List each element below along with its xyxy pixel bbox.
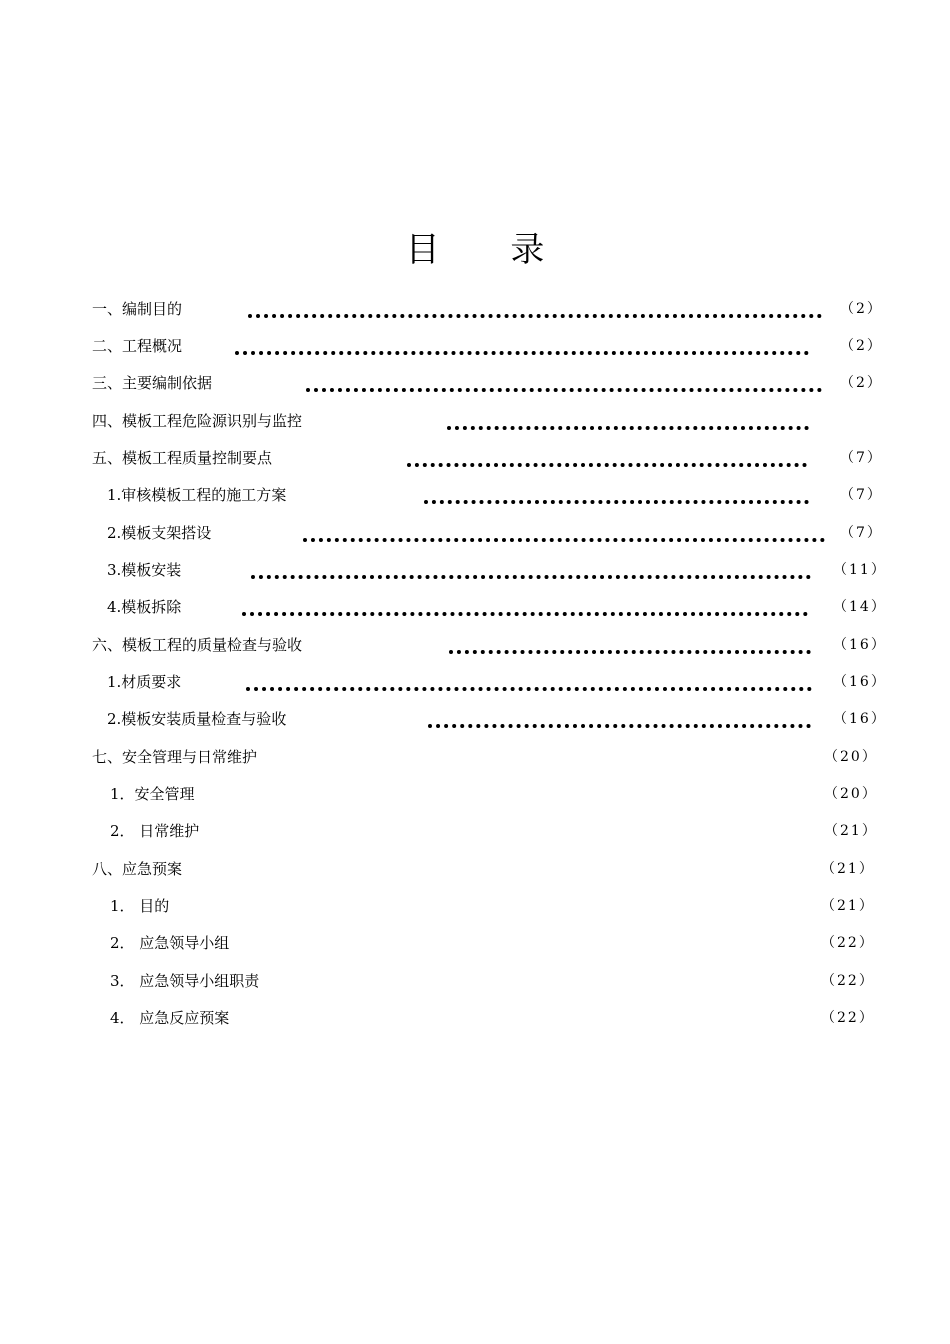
toc-entry-label: 八、应急预案 [92, 860, 183, 878]
toc-page-number: （21） [821, 861, 875, 877]
toc-page-number: （7） [840, 450, 883, 466]
toc-entry [107, 707, 892, 731]
toc-leader-dots [251, 571, 811, 579]
toc-entry [92, 633, 892, 657]
toc-entry [110, 894, 892, 918]
toc-entry-label: 三、主要编制依据 [92, 374, 213, 392]
toc-page-number: （22） [821, 973, 875, 989]
toc-entry-label: 1.材质要求 [107, 673, 182, 691]
toc-entry-label: 2.模板安装质量检查与验收 [107, 710, 287, 728]
toc-entry-label: 1.审核模板工程的施工方案 [107, 486, 287, 504]
toc-entry-label: 2． 应急领导小组 [110, 934, 230, 952]
toc-entry [92, 334, 892, 358]
toc-entry [92, 446, 892, 470]
toc-leader-dots [449, 646, 811, 654]
toc-entry [107, 521, 892, 545]
toc-page-number: （11） [833, 562, 887, 578]
toc-page-number: （22） [821, 1010, 875, 1026]
toc-entry [92, 297, 892, 321]
toc-title: 目 录 [405, 230, 575, 270]
toc-entry [107, 558, 892, 582]
toc-page-number: （16） [833, 711, 887, 727]
toc-page-number: （14） [833, 599, 887, 615]
toc-page-number: （16） [833, 674, 887, 690]
toc-leader-dots [407, 459, 807, 467]
toc-leader-dots [424, 496, 809, 504]
toc-entry-label: 3.模板安装 [107, 561, 182, 579]
toc-entry [110, 969, 892, 993]
toc-entry-label: 4.模板拆除 [107, 598, 182, 616]
toc-entry [107, 483, 892, 507]
toc-entry-label: 二、工程概况 [92, 337, 183, 355]
toc-entry [110, 1006, 892, 1030]
toc-entry-label: 1．安全管理 [110, 785, 195, 803]
toc-leader-dots [246, 683, 812, 691]
toc-entry [92, 857, 892, 881]
toc-leader-dots [235, 347, 809, 355]
toc-entry [110, 819, 892, 843]
toc-page-number: （2） [840, 375, 883, 391]
toc-entry-label: 五、模板工程质量控制要点 [92, 449, 273, 467]
toc-entry-label: 3． 应急领导小组职责 [110, 972, 260, 990]
toc-entry-label: 四、模板工程危险源识别与监控 [92, 412, 303, 430]
toc-page-number: （2） [840, 338, 883, 354]
toc-page-number: （20） [824, 749, 878, 765]
toc-entry-label: 1． 目的 [110, 897, 170, 915]
toc-page-number: （16） [833, 637, 887, 653]
toc-page-number: （7） [840, 525, 883, 541]
toc-leader-dots [242, 608, 808, 616]
toc-entry-label: 2． 日常维护 [110, 822, 200, 840]
toc-page-number: （7） [840, 487, 883, 503]
toc-entry [92, 409, 892, 433]
toc-entry [107, 670, 892, 694]
toc-entry [92, 745, 892, 769]
toc-page-number: （2） [840, 301, 883, 317]
toc-leader-dots [447, 422, 809, 430]
toc-leader-dots [306, 384, 822, 392]
toc-entry-label: 一、编制目的 [92, 300, 183, 318]
toc-page-number: （21） [821, 898, 875, 914]
toc-entry-label: 4． 应急反应预案 [110, 1009, 230, 1027]
toc-page-number: （20） [824, 786, 878, 802]
toc-entry-label: 七、安全管理与日常维护 [92, 748, 258, 766]
toc-entry [107, 595, 892, 619]
toc-entry [92, 371, 892, 395]
toc-entry [110, 931, 892, 955]
toc-entry-label: 六、模板工程的质量检查与验收 [92, 636, 303, 654]
toc-page-number: （21） [824, 823, 878, 839]
toc-leader-dots [428, 720, 811, 728]
toc-page-number: （22） [821, 935, 875, 951]
toc-leader-dots [248, 310, 822, 318]
toc-entry-label: 2.模板支架搭设 [107, 524, 212, 542]
toc-entry [110, 782, 892, 806]
toc-leader-dots [303, 534, 825, 542]
